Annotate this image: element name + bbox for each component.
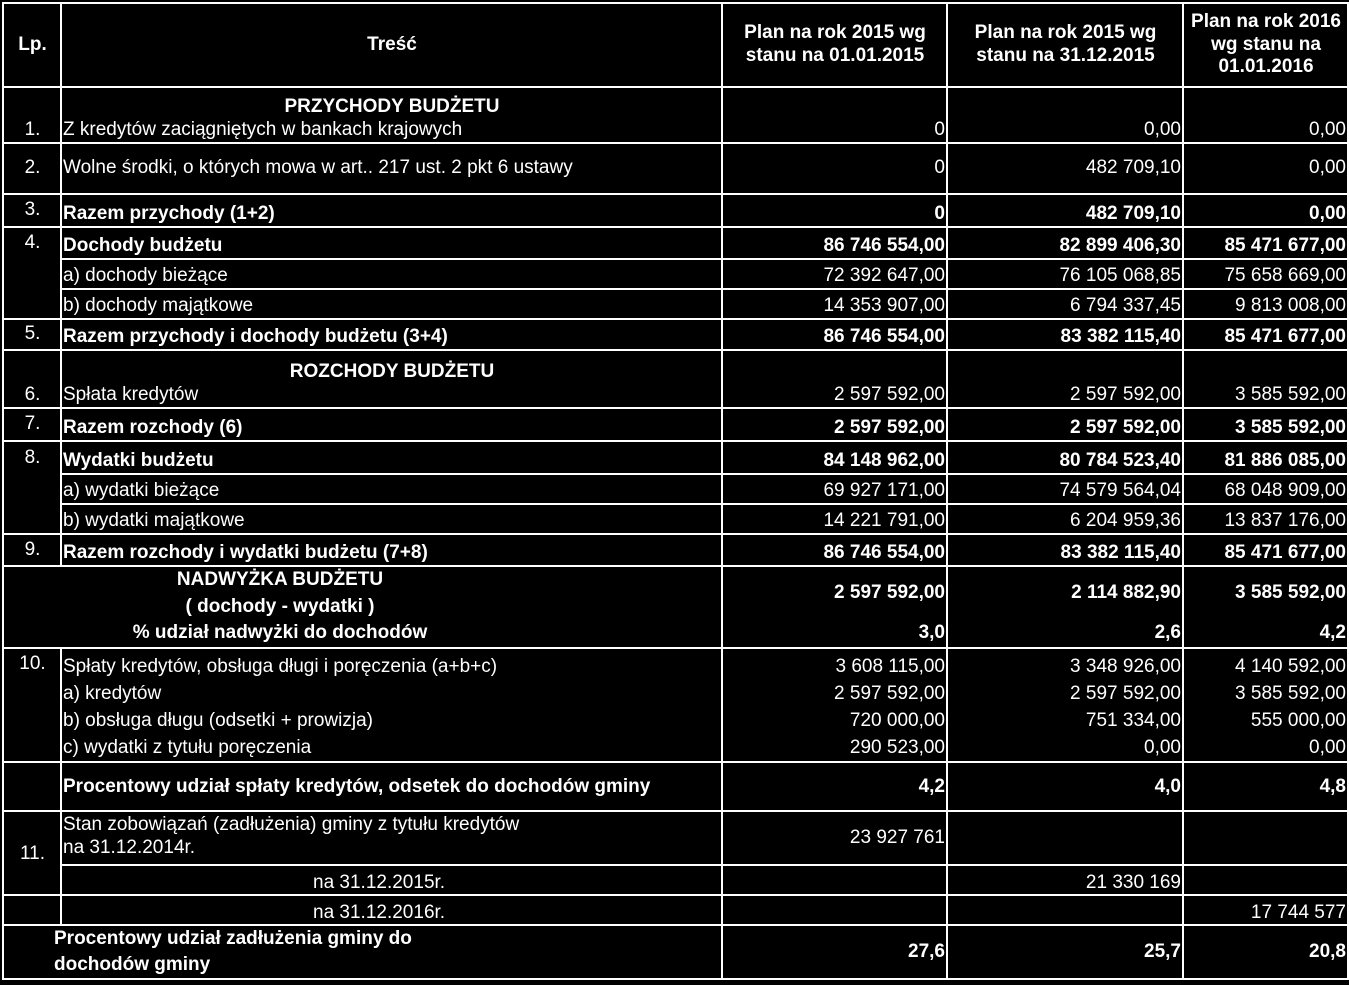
value-cell: 84 148 962,00 [722, 441, 947, 474]
row-label: Spłaty kredytów, obsługa długi i poręczenia (a+b+c) [63, 655, 498, 677]
value-cell: 6 204 959,36 [947, 504, 1183, 534]
row-label: na 31.12.2015r. [61, 865, 722, 895]
row-label: Wolne środki, o których mowa w art.. 217 ust. 2 pkt 6 ustawy [61, 143, 722, 194]
value-cell: 2 597 592,00 [722, 408, 947, 441]
value-cell: 68 048 909,00 [1183, 474, 1348, 504]
table-row [3, 350, 1348, 408]
value-cell: 6 794 337,45 [947, 289, 1183, 319]
value-cell: 20,8 [1183, 925, 1348, 978]
budget-document [2, 2, 1347, 976]
row-lp: 7. [3, 408, 61, 441]
header-plan-2015-start: Plan na rok 2015 wg stanu na 01.01.2015 [722, 3, 947, 87]
value-cell: 0 [722, 143, 947, 194]
header-tresc: Treść [61, 3, 722, 87]
value-cell: 86 746 554,00 [722, 534, 947, 566]
header-plan-2016: Plan na rok 2016 wg stanu na 01.01.2016 [1183, 3, 1348, 87]
value-cell: 85 471 677,00 [1183, 534, 1348, 566]
row-label: dochodów gminy [54, 954, 211, 976]
surplus-row [3, 566, 1348, 648]
header-row [3, 3, 1348, 87]
row-lp: 10. [3, 648, 61, 763]
value-cell: 17 744 577 [1183, 895, 1348, 925]
value-cell: 86 746 554,00 [722, 319, 947, 350]
surplus-percent-label: % udział nadwyżki do dochodów [132, 622, 428, 644]
surplus-percent: 3,0 [918, 622, 945, 644]
surplus-value: 2 597 592,00 [834, 581, 945, 603]
row-label: Razem rozchody i wydatki budżetu (7+8) [61, 534, 722, 566]
header-lp: Lp. [3, 3, 61, 87]
value-cell: 0,00 [1183, 143, 1348, 194]
section-title-rozchody: ROZCHODY BUDŻETU [289, 361, 495, 383]
value-cell: 0,00 [947, 87, 1183, 143]
table-row [3, 865, 1348, 895]
value-cell: 74 579 564,04 [947, 474, 1183, 504]
row-lp: 11. [3, 811, 61, 865]
row-label: Razem rozchody (6) [61, 408, 722, 441]
table-row [3, 143, 1348, 194]
value-cell: 0 [722, 194, 947, 227]
table-row [3, 504, 1348, 534]
value-cell: 482 709,10 [947, 143, 1183, 194]
table-row [3, 194, 1348, 227]
row-label: Razem przychody (1+2) [61, 194, 722, 227]
row-label: Spłata kredytów [63, 384, 199, 406]
value-cell: 290 523,00 [849, 737, 945, 759]
value-cell: 4,2 [722, 762, 947, 811]
value-cell: 0,00 [1144, 737, 1181, 759]
value-cell: 14 353 907,00 [722, 289, 947, 319]
row-label: na 31.12.2014r. [63, 837, 196, 859]
table-row [3, 534, 1348, 566]
row-lp: 3. [3, 194, 61, 227]
value-cell: 14 221 791,00 [722, 504, 947, 534]
table-row [3, 259, 1348, 289]
value-cell: 3 585 592,00 [1183, 350, 1348, 408]
value-cell: 13 837 176,00 [1183, 504, 1348, 534]
value-cell: 0 [722, 87, 947, 143]
table-row [3, 648, 1348, 763]
table-row [3, 895, 1348, 925]
row-label: b) dochody majątkowe [61, 289, 722, 319]
table-row [3, 227, 1348, 259]
row-label: b) obsługa długu (odsetki + prowizja) [63, 710, 373, 732]
surplus-title: NADWYŻKA BUDŻETU [176, 569, 384, 590]
value-cell: 25,7 [947, 925, 1183, 978]
row-label: a) kredytów [63, 682, 162, 704]
value-cell: 80 784 523,40 [947, 441, 1183, 474]
value-cell: 85 471 677,00 [1183, 319, 1348, 350]
value-cell: 720 000,00 [849, 710, 945, 732]
row-label: Razem przychody i dochody budżetu (3+4) [61, 319, 722, 350]
value-cell: 0,00 [1183, 194, 1348, 227]
value-cell: 23 927 761 [722, 811, 947, 865]
row-lp: 9. [3, 534, 61, 566]
row-label: a) wydatki bieżące [61, 474, 722, 504]
table-row [3, 811, 1348, 865]
row-label: a) dochody bieżące [61, 259, 722, 289]
row-lp: 2. [3, 143, 61, 194]
value-cell: 2 597 592,00 [947, 408, 1183, 441]
table-row [3, 925, 1348, 978]
row-label: Procentowy udział spłaty kredytów, odsetek do dochodów gminy [61, 762, 722, 811]
surplus-subtitle: ( dochody - wydatki ) [185, 595, 375, 617]
value-cell: 555 000,00 [1250, 710, 1346, 732]
row-lp: 5. [3, 319, 61, 350]
table-row [3, 474, 1348, 504]
value-cell: 3 585 592,00 [1183, 408, 1348, 441]
row-label: c) wydatki z tytułu poręczenia [63, 737, 312, 759]
value-cell: 4,8 [1183, 762, 1348, 811]
value-cell: 0,00 [1183, 87, 1348, 143]
surplus-value: 2 114 882,90 [1071, 581, 1181, 603]
value-cell: 3 348 926,00 [1070, 655, 1181, 677]
row-lp: 1. [3, 87, 61, 143]
value-cell: 3 585 592,00 [1235, 682, 1346, 704]
value-cell: 75 658 669,00 [1183, 259, 1348, 289]
table-row [3, 319, 1348, 350]
row-label: na 31.12.2016r. [61, 895, 722, 925]
value-cell: 83 382 115,40 [947, 319, 1183, 350]
section-title-przychody: PRZYCHODY BUDŻETU [284, 96, 500, 118]
value-cell: 3 608 115,00 [835, 655, 945, 677]
value-cell: 2 597 592,00 [947, 350, 1183, 408]
surplus-percent: 4,2 [1319, 622, 1346, 644]
row-lp: 6. [3, 350, 61, 408]
value-cell: 86 746 554,00 [722, 227, 947, 259]
value-cell: 76 105 068,85 [947, 259, 1183, 289]
value-cell: 751 334,00 [1085, 710, 1181, 732]
value-cell: 21 330 169 [947, 865, 1183, 895]
value-cell: 2 597 592,00 [722, 350, 947, 408]
value-cell: 69 927 171,00 [722, 474, 947, 504]
row-lp: 8. [3, 441, 61, 474]
table-row [3, 408, 1348, 441]
value-cell: 82 899 406,30 [947, 227, 1183, 259]
value-cell: 85 471 677,00 [1183, 227, 1348, 259]
surplus-percent: 2,6 [1154, 622, 1181, 644]
row-label: Dochody budżetu [61, 227, 722, 259]
row-label: Procentowy udział zadłużenia gminy do [54, 928, 412, 950]
value-cell: 0,00 [1309, 737, 1346, 759]
value-cell: 81 886 085,00 [1183, 441, 1348, 474]
row-lp: 4. [3, 227, 61, 259]
value-cell: 72 392 647,00 [722, 259, 947, 289]
value-cell: 27,6 [722, 925, 947, 978]
value-cell: 2 597 592,00 [834, 682, 945, 704]
row-label: Wydatki budżetu [61, 441, 722, 474]
budget-table [2, 2, 1349, 980]
table-row [3, 87, 1348, 143]
row-label: Stan zobowiązań (zadłużenia) gminy z tytułu kredytów [63, 814, 520, 836]
table-row [3, 762, 1348, 811]
table-row [3, 441, 1348, 474]
value-cell: 482 709,10 [947, 194, 1183, 227]
table-row [3, 289, 1348, 319]
value-cell: 9 813 008,00 [1183, 289, 1348, 319]
value-cell: 2 597 592,00 [1070, 682, 1181, 704]
row-label: b) wydatki majątkowe [61, 504, 722, 534]
row-label: Z kredytów zaciągniętych w bankach krajowych [63, 119, 463, 141]
value-cell: 83 382 115,40 [947, 534, 1183, 566]
surplus-value: 3 585 592,00 [1235, 581, 1346, 603]
value-cell: 4,0 [947, 762, 1183, 811]
value-cell: 4 140 592,00 [1235, 655, 1346, 677]
header-plan-2015-end: Plan na rok 2015 wg stanu na 31.12.2015 [947, 3, 1183, 87]
